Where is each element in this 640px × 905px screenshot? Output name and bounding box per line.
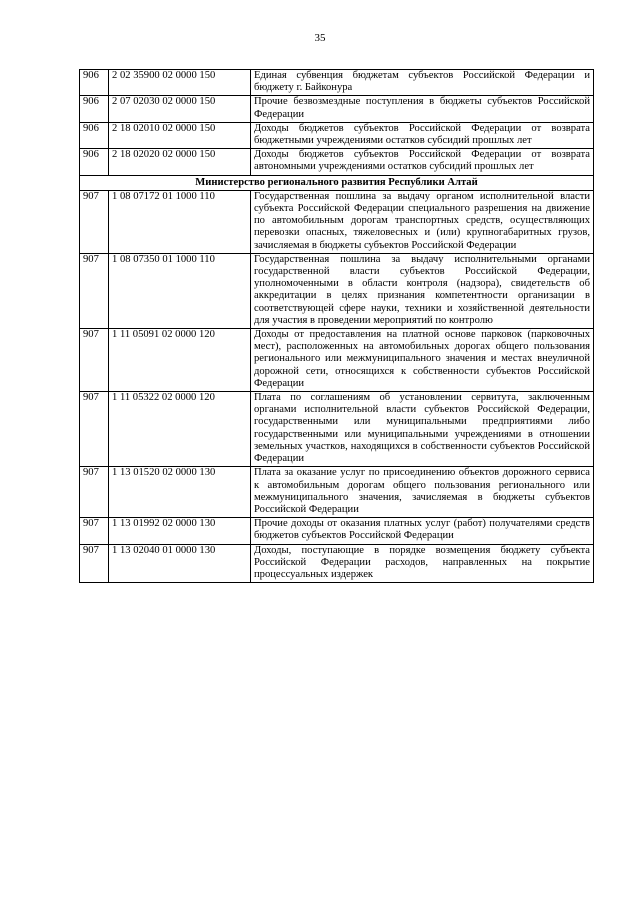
page-number: 35 — [314, 32, 326, 44]
section-title: Министерство регионального развития Республики Алтай — [80, 175, 594, 190]
admin-code: 907 — [80, 329, 109, 392]
table-row — [80, 96, 594, 122]
admin-code: 907 — [80, 544, 109, 583]
table-row — [80, 122, 594, 148]
revenue-code: 2 07 02030 02 0000 150 — [109, 96, 251, 122]
revenue-name: Единая субвенция бюджетам субъектов Российской Федерации и бюджету г. Байконура — [251, 70, 594, 96]
table-row — [80, 253, 594, 328]
revenue-code: 2 18 02010 02 0000 150 — [109, 122, 251, 148]
revenue-name: Доходы от предоставления на платной основе парковок (парковочных мест), расположенных на автомобильных дорогах общего пользования регионального или межмуниципального значения и местах внеуличной дорожной сети, относящихся к собственности субъектов Российской Федерации — [251, 329, 594, 392]
table-row — [80, 544, 594, 583]
revenue-code: 2 18 02020 02 0000 150 — [109, 149, 251, 175]
admin-code: 907 — [80, 253, 109, 328]
table-row — [80, 190, 594, 253]
revenue-code: 1 11 05322 02 0000 120 — [109, 392, 251, 467]
revenue-code-table — [79, 69, 594, 583]
revenue-name: Плата по соглашениям об установлении сервитута, заключенным органами исполнительной власти субъектов Российской Федерации, государственными или муниципальными предприятиями либо государственными или муниципальными учреждениями в отношении земельных участков, находящихся в собственности субъектов Российской Федерации — [251, 392, 594, 467]
table-row — [80, 467, 594, 518]
admin-code: 907 — [80, 392, 109, 467]
admin-code: 907 — [80, 467, 109, 518]
revenue-code: 1 13 01520 02 0000 130 — [109, 467, 251, 518]
admin-code: 906 — [80, 96, 109, 122]
revenue-code: 1 11 05091 02 0000 120 — [109, 329, 251, 392]
revenue-name: Доходы, поступающие в порядке возмещения бюджету субъекта Российской Федерации расходов, направленных на покрытие процессуальных издержек — [251, 544, 594, 583]
admin-code: 906 — [80, 122, 109, 148]
table-row — [80, 70, 594, 96]
revenue-code: 1 13 01992 02 0000 130 — [109, 518, 251, 544]
section-header-row — [80, 175, 594, 190]
admin-code: 907 — [80, 190, 109, 253]
revenue-name: Государственная пошлина за выдачу органом исполнительной власти субъекта Российской Федерации специального разрешения на движение по автомобильным дорогам транспортных средств, осуществляющих перевозки опасных, тяжеловесных и (или) крупногабаритных грузов, зачисляемая в бюджеты субъектов Российской Федерации — [251, 190, 594, 253]
revenue-name: Плата за оказание услуг по присоединению объектов дорожного сервиса к автомобильным дорогам общего пользования регионального или межмуниципального значения, зачисляемая в бюджеты субъектов Российской Федерации — [251, 467, 594, 518]
revenue-code: 2 02 35900 02 0000 150 — [109, 70, 251, 96]
revenue-name: Государственная пошлина за выдачу исполнительными органами государственной власти субъектов Российской Федерации, уполномоченными в области контроля (надзора), свидетельств об аккредитации в целях признания компетентности организации в соответствующей сфере науки, техники и хозяйственной деятельности для участия в проведении мероприятий по контролю — [251, 253, 594, 328]
admin-code: 907 — [80, 518, 109, 544]
revenue-code: 1 13 02040 01 0000 130 — [109, 544, 251, 583]
revenue-name: Доходы бюджетов субъектов Российской Федерации от возврата автономными учреждениями остатков субсидий прошлых лет — [251, 149, 594, 175]
admin-code: 906 — [80, 149, 109, 175]
table-row — [80, 392, 594, 467]
table-row — [80, 149, 594, 175]
revenue-code: 1 08 07350 01 1000 110 — [109, 253, 251, 328]
revenue-name: Прочие безвозмездные поступления в бюджеты субъектов Российской Федерации — [251, 96, 594, 122]
table-row — [80, 518, 594, 544]
revenue-name: Доходы бюджетов субъектов Российской Федерации от возврата бюджетными учреждениями остатков субсидий прошлых лет — [251, 122, 594, 148]
table-row — [80, 329, 594, 392]
admin-code: 906 — [80, 70, 109, 96]
revenue-name: Прочие доходы от оказания платных услуг (работ) получателями средств бюджетов субъектов Российской Федерации — [251, 518, 594, 544]
revenue-code: 1 08 07172 01 1000 110 — [109, 190, 251, 253]
